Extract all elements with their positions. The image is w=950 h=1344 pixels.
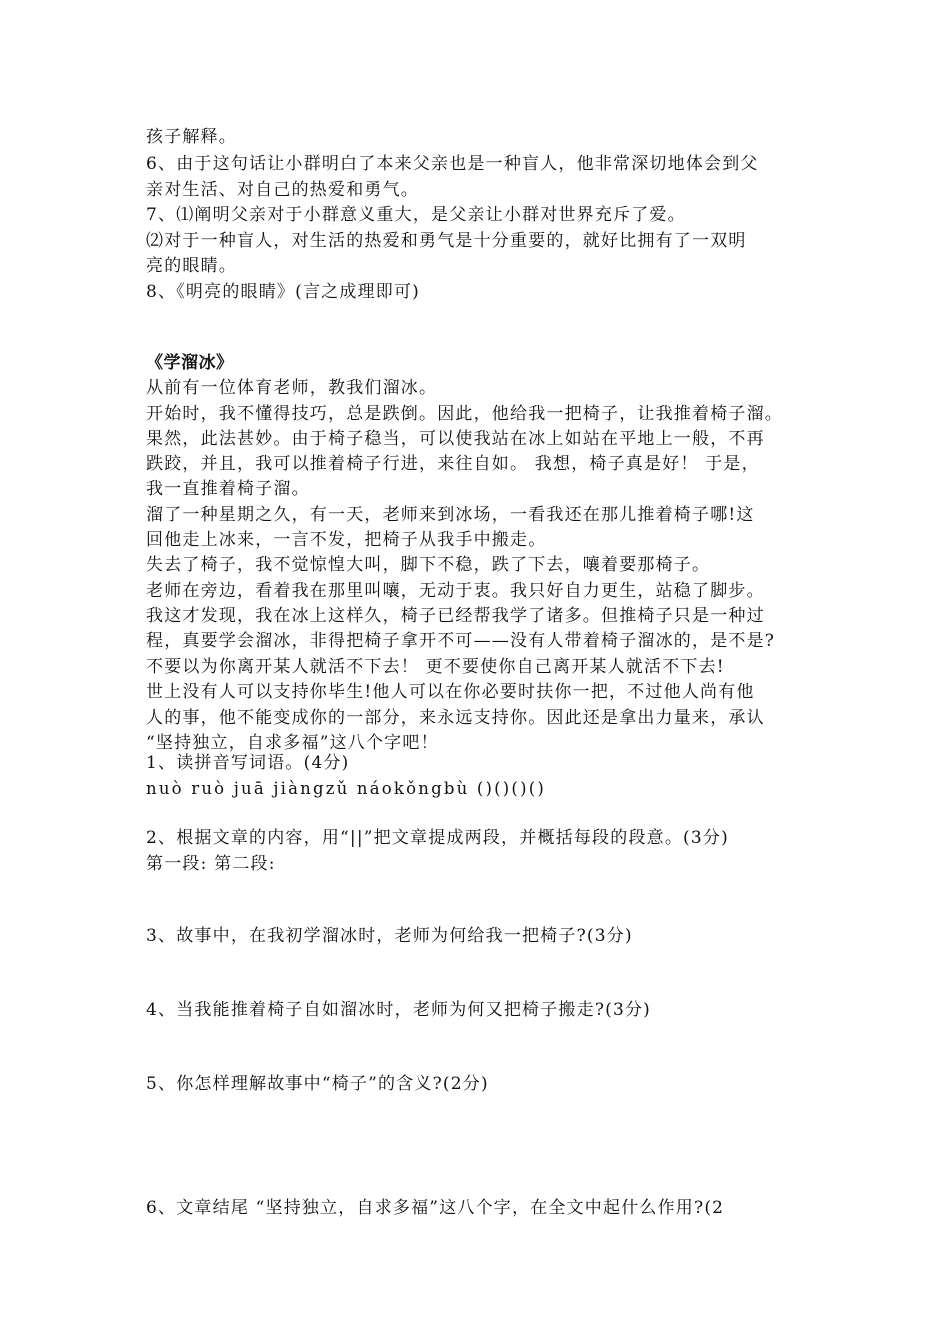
question-4: 4、当我能推着椅子自如溜冰时，老师为何又把椅子搬走?(3分) — [146, 1000, 652, 1020]
article-line: 回他走上冰来，一言不发，把椅子从我手中搬走。 — [146, 530, 547, 550]
question-5: 5、你怎样理解故事中“椅子”的含义?(2分) — [146, 1074, 489, 1094]
article-line: 溜了一种星期之久，有一天，老师来到冰场，一看我还在那儿推着椅子哪!这 — [146, 505, 755, 525]
article-line: 果然，此法甚妙。由于椅子稳当，可以使我站在冰上如站在平地上一般，不再 — [146, 429, 765, 449]
article-line: 我这才发现，我在冰上这样久，椅子已经帮我学了诸多。但推椅子只是一种过 — [146, 606, 765, 626]
answer-line: 亲对生活、对自己的热爱和勇气。 — [146, 180, 419, 200]
article-line: 程，真要学会溜冰，非得把椅子拿开不可——没有人带着椅子溜冰的，是不是? — [146, 631, 776, 651]
answer-line: 8、《明亮的眼睛》(言之成理即可) — [146, 282, 420, 302]
article-line: 从前有一位体育老师，教我们溜冰。 — [146, 378, 438, 398]
article-line: 开始时，我不懂得技巧，总是跌倒。因此，他给我一把椅子，让我推着椅子溜。 — [146, 404, 783, 424]
question-2-sub: 第一段: 第二段: — [146, 854, 276, 874]
answer-line: 6、由于这句话让小群明白了本来父亲也是一种盲人，他非常深切地体会到父 — [146, 154, 759, 174]
question-6: 6、文章结尾 “坚持独立，自求多福”这八个字，在全文中起什么作用?(2 — [146, 1198, 725, 1218]
answer-line: 亮的眼睛。 — [146, 256, 237, 276]
answer-line: 7、⑴阐明父亲对于小群意义重大，是父亲让小群对世界充斥了爱。 — [146, 205, 686, 225]
article-line: 世上没有人可以支持你毕生!他人可以在你必要时扶你一把，不过他人尚有他 — [146, 682, 755, 702]
article-line: 不要以为你离开某人就活不下去！ 更不要使你自己离开某人就活不下去! — [146, 657, 725, 677]
article-line: 人的事，他不能变成你的一部分，来永远支持你。因此还是拿出力量来，承认 — [146, 708, 765, 728]
question-1: 1、读拼音写词语。(4分) — [146, 753, 350, 773]
article-line: 跌跤，并且，我可以推着椅子行进，来往自如。 我想，椅子真是好！ 于是， — [146, 454, 760, 474]
question-2: 2、根据文章的内容，用“||”把文章提成两段，并概括每段的段意。(3分) — [146, 828, 729, 848]
article-line: 失去了椅子，我不觉惊惶大叫，脚下不稳，跌了下去，嚷着要那椅子。 — [146, 555, 711, 575]
answer-line: ⑵对于一种盲人，对生活的热爱和勇气是十分重要的，就好比拥有了一双明 — [146, 231, 747, 251]
article-line: 我一直推着椅子溜。 — [146, 479, 310, 499]
question-3: 3、故事中，在我初学溜冰时，老师为何给我一把椅子?(3分) — [146, 926, 633, 946]
article-line: 老师在旁边，看着我在那里叫嚷，无动于衷。我只好自力更生，站稳了脚步。 — [146, 581, 765, 601]
article-line: “坚持独立，自求多福”这八个字吧！ — [146, 733, 439, 753]
article-title: 《学溜冰》 — [146, 353, 234, 373]
answer-line: 孩子解释。 — [146, 127, 237, 147]
question-1-pinyin: nuò ruò juā jiàngzǔ náokǒngbù ()()()() — [146, 779, 546, 798]
